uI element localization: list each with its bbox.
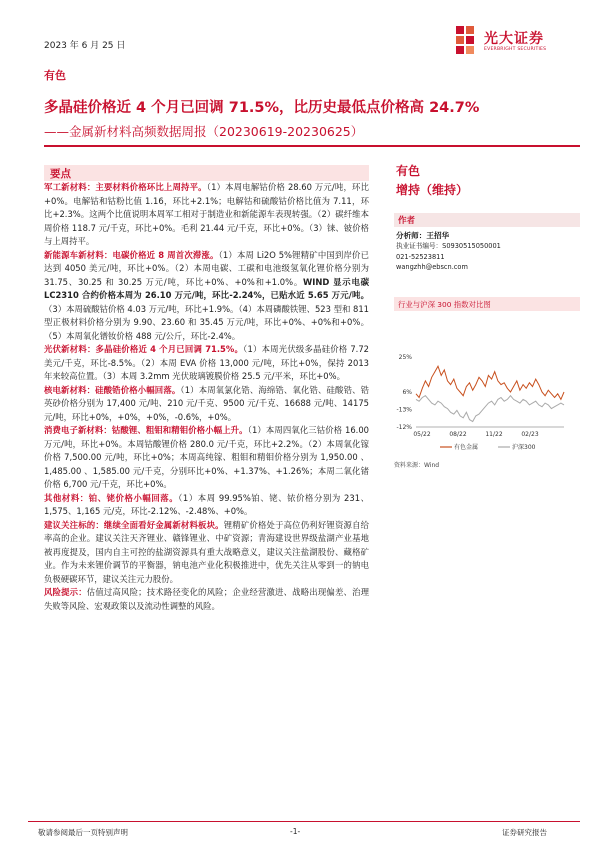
footer-disclaimer: 敬请参阅最后一页特别声明 — [38, 828, 128, 837]
paragraph-lead: 消费电子新材料：钴酸锂、粗钼和精钼价格小幅上升。 — [44, 425, 248, 435]
index-comparison-chart — [394, 345, 580, 469]
report-title: 多晶硅价格近 4 个月已回调 71.5%，比历史最低点价格高 24.7% — [44, 100, 480, 116]
chart-heading-bar — [394, 297, 580, 311]
analyst-name: 分析师：王招华 — [396, 231, 450, 240]
summary-paragraph — [44, 343, 369, 384]
summary-paragraph — [44, 181, 369, 249]
y-tick-label: 25% — [398, 354, 412, 361]
footer-report-type: 证券研究报告 — [502, 828, 547, 837]
paragraph-lead: 建议关注标的：继续全面看好金属新材料板块。 — [44, 519, 224, 530]
paragraph-text: （1）本周 99.95%铂、铑、铱价格分别为 231、1,575、1,165 元/克，环比-2.12%、-2.48%、+0%。 — [44, 492, 369, 516]
summary-paragraph — [44, 384, 369, 425]
paragraph-lead: 军工新材料：主要材料价格环比上周持平。 — [44, 182, 207, 192]
author-info — [396, 231, 501, 273]
x-tick-label: 02/23 — [521, 431, 539, 438]
series-line-csi300 — [416, 396, 564, 422]
sidebar-rating: 增持（维持） — [396, 183, 469, 197]
x-tick-label: 05/22 — [413, 431, 431, 438]
paragraph-bold: WIND 显示电碳 LC2310 合约价格本周为 26.10 万元/吨，环比-2.24%，已贴水近 5.65 万元/吨。 — [44, 276, 369, 300]
summary-paragraph — [44, 424, 369, 492]
paragraph-text: 锂精矿价格处于高位仍利好锂资源自给率高的企业。建议关注天齐锂业、赣锋锂业、中矿资源；青海建设世界级盐湖产业基地被再度提及，国内自主可控的盐湖资源具有重大战略意义，建议关注盐湖股份、藏格矿业。作为未来锂价调节的平衡器，钠电池产业化积极推进中，优先关注从零到一的钠电负极硬碳环节，建议关注元力股份。 — [44, 519, 370, 584]
report-sector: 有色 — [44, 69, 66, 82]
paragraph-text: （1）本周 Li2O 5%锂精矿中国到岸价已达到 4050 美元/吨，环比+0%。（2）本周电碳、工碳和电池级氢氧化锂价格分别为 31.75、30.25 和 30.25 万元/吨，环比+0%、+0%和+1.0%。 — [44, 249, 369, 287]
y-tick-label: -13% — [396, 406, 412, 414]
brand-name-en: EVERBRIGHT SECURITIES — [484, 47, 547, 52]
summary-heading-bar — [44, 165, 369, 181]
series-line-nonferrous — [416, 366, 564, 399]
summary-paragraph — [44, 492, 369, 519]
sidebar-sector: 有色 — [396, 164, 421, 178]
paragraph-lead: 新能源车新材料：电碳价格近 8 周首次滞涨。 — [44, 249, 219, 260]
report-subtitle: ——金属新材料高频数据周报（20230619-20230625） — [44, 124, 364, 139]
author-heading-bar — [394, 213, 580, 227]
title-divider — [44, 145, 580, 147]
paragraph-tail: （3）本周硫酸钴价格 4.03 万元/吨，环比+1.9%。（4）本周磷酸铁锂、523 型和 811 型正极材料价格分别为 9.90、23.60 和 35.45 万元/吨，环比+0%、+0%和+0%。（5）本周氧化镨钕价格 488 元/公斤，环比-2.4%。 — [44, 303, 369, 341]
paragraph-lead: 风险提示： — [44, 587, 87, 597]
paragraph-lead: 光伏新材料：多晶硅价格近 4 个月已回调 71.5%。 — [44, 344, 244, 354]
page-number: -1- — [290, 827, 301, 836]
y-tick-label: -12% — [396, 424, 412, 431]
analyst-phone: 021-52523811 — [396, 252, 445, 261]
chart-source: 资料来源：Wind — [394, 462, 440, 469]
author-heading: 作者 — [398, 216, 416, 226]
license-number: 执业证书编号：S0930515050001 — [396, 242, 501, 251]
summary-body — [44, 181, 369, 613]
paragraph-text: （1）本周电解钴价格 28.60 万元/吨，环比+0%。电解钴和钴粉比值 1.16，环比+2.1%；电解钴和硫酸钴价格比值为 7.11，环比+2.3%。这两个比值说明本周军工相对于制造业和新能源车表现转强。（2）碳纤维本周价格 118.7 元/千克，环比+0%。毛利 21.44 元/千克，环比+0%。（3）铼、铍价格与上周持平。 — [44, 182, 369, 246]
paragraph-lead: 核电新材料：硅酸锆价格小幅回落。 — [44, 384, 181, 395]
x-tick-label: 11/22 — [485, 431, 503, 438]
summary-heading: 要点 — [50, 168, 71, 180]
brand-name: 光大证券 — [484, 31, 544, 47]
paragraph-text: （1）本周光伏级多晶硅价格 7.72 美元/千克，环比-8.5%。（2）本周 EVA 价格 13,000 元/吨，环比+0%，保持 2013 年来较高位置。（3）本周 3.2mm 光伏玻璃镀膜价格 25.5 元/平米，环比+0%。 — [44, 344, 369, 381]
chart-heading: 行业与沪深 300 指数对比图 — [398, 300, 491, 309]
paragraph-text: 估值过高风险；技术路径变化的风险；企业经营激进、战略出现偏差、治理失败等风险、宏观政策以及流动性调整的风险。 — [44, 587, 370, 611]
paragraph-lead: 其他材料：铂、铑价格小幅回落。 — [44, 492, 179, 503]
legend-label-csi300: 沪深300 — [512, 444, 536, 451]
footer-divider — [28, 821, 580, 822]
paragraph-text: （1）本周氧氯化锆、海绵锆、氧化锆、硅酸锆、锆英砂价格分别为 17,400 元/吨、210 元/千克、9500 元/千克、16688 元/吨、14175 元/吨，环比+0%，+0%，+0%，-0.6%，+0%。 — [44, 384, 370, 422]
x-tick-label: 08/22 — [449, 431, 467, 438]
y-tick-label: 6% — [402, 389, 412, 396]
report-date: 2023 年 6 月 25 日 — [44, 41, 126, 51]
summary-paragraph — [44, 249, 369, 344]
summary-paragraph — [44, 519, 369, 587]
paragraph-text: （1）本周四氧化三钴价格 16.00 万元/吨，环比+0%。本周钴酸锂价格 280.0 元/千克，环比+2.2%。（2）本周氧化镓价格 7,500.00 元/吨，环比+0%；本周高纯镓、粗钼和精钼价格分别为 1,950.00 、1,485.00 、1,585.00 元/千克，分别环比+0%、+1.37%、+1.26%；本周二氧化锗价格 6,700 元/千克，环比+0%。 — [44, 425, 369, 489]
summary-paragraph — [44, 586, 369, 613]
analyst-email: wangzhh@ebscn.com — [396, 263, 468, 272]
legend-label-nonferrous: 有色金属 — [454, 444, 479, 451]
